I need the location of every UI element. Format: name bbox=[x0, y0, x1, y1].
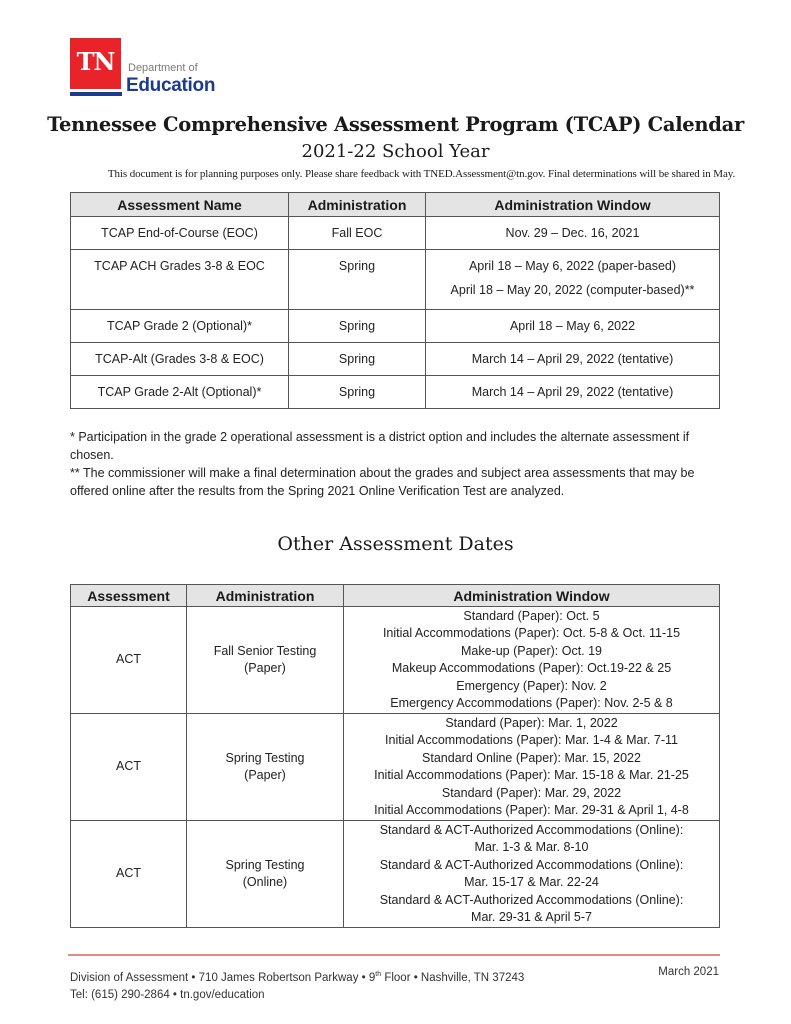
header-administration: Administration bbox=[289, 193, 426, 217]
administration-line-1: Spring Testing bbox=[225, 857, 305, 872]
logo-tn-text: TN bbox=[76, 47, 115, 76]
footer-address bbox=[70, 966, 524, 987]
administration-line-2: (Paper) bbox=[244, 768, 286, 782]
administration-line-1: Fall Senior Testing bbox=[213, 643, 317, 658]
footer-date: March 2021 bbox=[658, 966, 719, 978]
address-superscript: th bbox=[375, 971, 382, 978]
administration: Fall EOC bbox=[289, 217, 426, 250]
other-assessment-dates-title: Other Assessment Dates bbox=[277, 533, 514, 555]
administration-window: April 18 – May 6, 2022 bbox=[426, 310, 720, 343]
table-row bbox=[71, 310, 720, 343]
logo-red-box bbox=[70, 38, 121, 89]
table-row bbox=[71, 607, 720, 714]
assessment-name: TCAP ACH Grades 3-8 & EOC bbox=[71, 250, 289, 310]
assessment: ACT bbox=[71, 714, 187, 821]
header-administration-window: Administration Window bbox=[344, 585, 720, 607]
assessment: ACT bbox=[71, 607, 187, 714]
administration-line-2: (Paper) bbox=[244, 661, 286, 675]
window-line: Standard & ACT-Authorized Accommodations (Online): bbox=[379, 822, 684, 837]
logo-department-of: Department of bbox=[128, 62, 198, 74]
administration-line-2: (Online) bbox=[242, 875, 288, 889]
footer-contact: Tel: (615) 290-2864 • tn.gov/education bbox=[70, 988, 265, 1001]
window-line: Standard & ACT-Authorized Accommodations (Online): bbox=[379, 892, 684, 907]
table-row bbox=[71, 217, 720, 250]
tn-doe-logo bbox=[70, 38, 220, 100]
administration: Spring bbox=[289, 250, 426, 310]
window-line: Emergency Accommodations (Paper): Nov. 2-5 & 8 bbox=[390, 696, 673, 710]
window-line: Initial Accommodations (Paper): Oct. 5-8 & Oct. 11-15 bbox=[382, 626, 681, 640]
table-header-row bbox=[71, 585, 720, 607]
administration-window: March 14 – April 29, 2022 (tentative) bbox=[426, 376, 720, 409]
footnote-double-asterisk: ** The commissioner will make a final determination about the grades and subject area assessments that may be offered online after the results from the Spring 2021 Online Verification Test are analyzed. bbox=[70, 466, 695, 498]
window-line: Standard (Paper): Mar. 1, 2022 bbox=[445, 715, 618, 730]
administration bbox=[187, 714, 344, 821]
administration-window: March 14 – April 29, 2022 (tentative) bbox=[426, 343, 720, 376]
window-line: Standard (Paper): Oct. 5 bbox=[463, 608, 600, 623]
window-paper-based: April 18 – May 6, 2022 (paper-based) bbox=[468, 259, 677, 273]
address-part: Floor • Nashville, TN 37243 bbox=[381, 971, 525, 984]
window-line: Mar. 1-3 & Mar. 8-10 bbox=[474, 840, 589, 854]
assessment-name: TCAP Grade 2-Alt (Optional)* bbox=[71, 376, 289, 409]
assessment-name: TCAP Grade 2 (Optional)* bbox=[71, 310, 289, 343]
window-line: Make-up (Paper): Oct. 19 bbox=[460, 643, 603, 658]
window-line: Standard & ACT-Authorized Accommodations (Online): bbox=[379, 857, 684, 872]
window-line: Standard (Paper): Mar. 29, 2022 bbox=[441, 785, 622, 800]
footer-address-block bbox=[70, 966, 524, 1004]
footnotes bbox=[70, 428, 730, 500]
administration-window bbox=[344, 714, 720, 821]
window-line: Mar. 15-17 & Mar. 22-24 bbox=[464, 875, 599, 889]
planning-notice: This document is for planning purposes only. Please share feedback with TNED.Assessment@tn.gov. Final determinations will be shared in May. bbox=[107, 168, 736, 180]
address-part: Division of Assessment • 710 James Robertson Parkway • 9 bbox=[70, 971, 376, 984]
footnote-single-asterisk: * Participation in the grade 2 operational assessment is a district option and includes the alternate assessment if chosen. bbox=[70, 430, 690, 462]
page-title: Tennessee Comprehensive Assessment Program (TCAP) Calendar bbox=[47, 113, 744, 136]
table-row bbox=[71, 821, 720, 928]
window-line: Initial Accommodations (Paper): Mar. 29-31 & April 1, 4-8 bbox=[374, 803, 689, 817]
window-computer-based: April 18 – May 20, 2022 (computer-based)** bbox=[450, 283, 695, 297]
tcap-calendar-table bbox=[70, 192, 720, 409]
administration: Spring bbox=[289, 310, 426, 343]
window-line: Emergency (Paper): Nov. 2 bbox=[456, 678, 607, 693]
window-line: Initial Accommodations (Paper): Mar. 15-18 & Mar. 21-25 bbox=[374, 768, 689, 782]
table-row bbox=[71, 250, 720, 310]
assessment: ACT bbox=[71, 821, 187, 928]
logo-blue-bar bbox=[70, 92, 122, 96]
other-assessment-table bbox=[70, 584, 720, 928]
administration-window bbox=[344, 607, 720, 714]
header-assessment-name: Assessment Name bbox=[71, 193, 289, 217]
logo-education: Education bbox=[126, 75, 216, 96]
table-header-row bbox=[71, 193, 720, 217]
administration: Spring bbox=[289, 343, 426, 376]
administration-window bbox=[344, 821, 720, 928]
window-line: Standard Online (Paper): Mar. 15, 2022 bbox=[422, 750, 641, 765]
window-line: Initial Accommodations (Paper): Mar. 1-4 & Mar. 7-11 bbox=[385, 733, 678, 747]
table-row bbox=[71, 343, 720, 376]
administration bbox=[187, 607, 344, 714]
footer-divider bbox=[68, 954, 720, 956]
administration-window: Nov. 29 – Dec. 16, 2021 bbox=[426, 217, 720, 250]
administration-window bbox=[426, 250, 720, 310]
administration bbox=[187, 821, 344, 928]
header-administration-window: Administration Window bbox=[426, 193, 720, 217]
assessment-name: TCAP End-of-Course (EOC) bbox=[71, 217, 289, 250]
window-line: Mar. 29-31 & April 5-7 bbox=[471, 910, 592, 924]
window-line: Makeup Accommodations (Paper): Oct.19-22 & 25 bbox=[391, 661, 672, 675]
assessment-name: TCAP-Alt (Grades 3-8 & EOC) bbox=[71, 343, 289, 376]
page-subtitle: 2021-22 School Year bbox=[301, 141, 490, 162]
table-row bbox=[71, 714, 720, 821]
administration: Spring bbox=[289, 376, 426, 409]
header-administration: Administration bbox=[187, 585, 344, 607]
administration-line-1: Spring Testing bbox=[225, 750, 305, 765]
header-assessment: Assessment bbox=[71, 585, 187, 607]
table-row bbox=[71, 376, 720, 409]
